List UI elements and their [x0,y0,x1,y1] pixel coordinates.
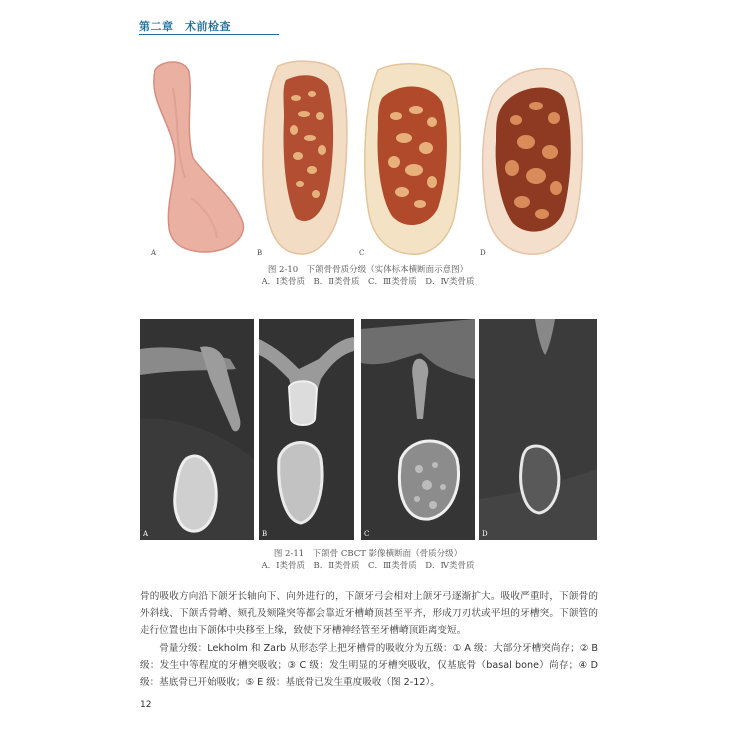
figure-2-11-caption-title: 图 2-11 下颌骨 CBCT 影像横断面（骨质分级） [273,549,463,559]
body-paragraph-1: 骨的吸收方向沿下颌牙长轴向下、向外进行的，下颌牙弓会相对上颌牙弓逐渐扩大。吸收严重时，下颌骨的外斜线、下颌舌骨嵴、颏孔及颏隆突等都会靠近牙槽嵴顶甚至平齐，形成刀刃状或平坦的牙槽突。下颌管的走行位置也由下颌体中央移至上缘，致使下牙槽神经管至牙槽嵴顶距离变短。 [140,591,598,636]
specimen-c-image [358,58,468,258]
specimen-a-image [145,58,250,258]
cbct-label-a: A [143,530,149,538]
cbct-panel-c [361,319,475,540]
cbct-panel-a [140,319,254,540]
cbct-label-b: B [262,530,268,538]
chapter-title: 第二章 术前检查 [139,20,231,33]
body-paragraph-2: 骨量分级：Lekholm 和 Zarb 从形态学上把牙槽骨的吸收分为五级：① A 级：大部分牙槽突尚存；② B 级：发生中等程度的牙槽突吸收；③ C 级：发生明显的牙槽突吸收，仅基底骨（basal bone）尚存；④ D 级：基底骨已开始吸收；⑤ E 级：基底骨已发生重度吸收（图 2-12）。 [140,643,598,688]
figure-2-10-caption [140,264,596,288]
cbct-label-d: D [482,530,488,538]
cbct-label-c: C [364,530,370,538]
cbct-a-image [140,319,254,540]
cbct-panel-d [479,319,597,540]
chapter-rule [139,34,279,35]
specimen-label-b: B [257,249,263,257]
cbct-d-image [479,319,597,540]
cbct-c-image [361,319,475,540]
specimen-label-d: D [480,249,486,257]
page-number: 12 [140,700,152,710]
specimen-label-a: A [151,249,157,257]
figure-2-11-caption [140,548,596,572]
figure-2-11-caption-legend: A．Ⅰ类骨质 B．Ⅱ类骨质 C．Ⅲ类骨质 D．Ⅳ类骨质 [261,561,475,571]
cbct-b-image [259,319,354,540]
cbct-panel-b [259,319,354,540]
figure-2-10-caption-title: 图 2-10 下颌骨骨质分级（实体标本横断面示意图） [267,265,469,275]
figure-2-10-caption-legend: A．Ⅰ类骨质 B．Ⅱ类骨质 C．Ⅲ类骨质 D．Ⅳ类骨质 [261,277,475,287]
specimen-label-c: C [359,249,365,257]
specimen-d-image [476,58,588,258]
specimen-b-image [256,58,354,258]
